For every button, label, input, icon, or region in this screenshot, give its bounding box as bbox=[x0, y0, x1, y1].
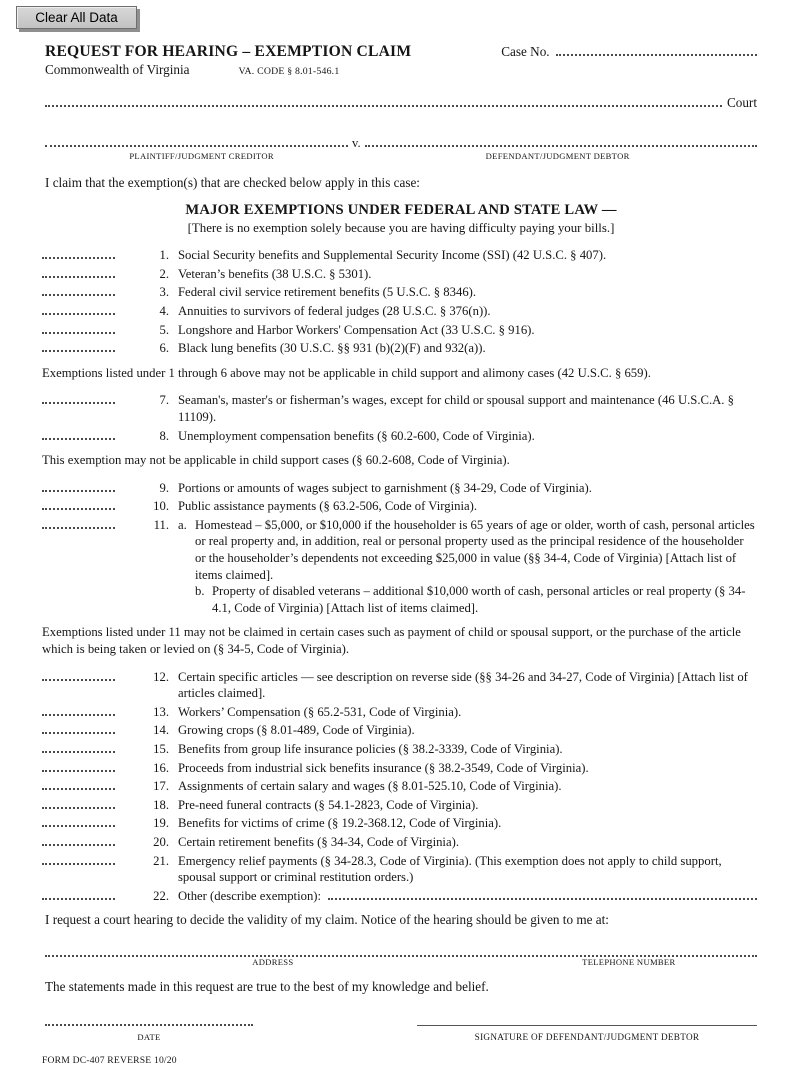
claim-mark-field-19[interactable] bbox=[42, 813, 115, 827]
address-captions bbox=[45, 957, 757, 968]
exemption-item-6 bbox=[42, 338, 757, 357]
item-number: 10. bbox=[153, 499, 169, 514]
exemption-item-18 bbox=[42, 795, 757, 814]
signature-line bbox=[417, 1013, 757, 1026]
court-row bbox=[45, 93, 757, 112]
item-text: Certain specific articles — see description on reverse side (§§ 34-26 and 34-27, Code of Virginia) [Attach list of articles claimed]. bbox=[178, 669, 748, 701]
claim-mark-field-17[interactable] bbox=[42, 776, 115, 790]
exemption-list-9-11 bbox=[42, 478, 757, 617]
claim-mark-field-9[interactable] bbox=[42, 478, 115, 492]
address-row bbox=[45, 943, 757, 957]
item-number: 12. bbox=[153, 669, 169, 684]
parties-row bbox=[45, 133, 757, 152]
item-11b-label: b. bbox=[195, 584, 205, 599]
item-number: 7. bbox=[159, 393, 169, 408]
plaintiff-field[interactable] bbox=[45, 133, 348, 147]
item-number: 19. bbox=[153, 816, 169, 831]
header-subtitle-row bbox=[45, 62, 757, 81]
item-text: Black lung benefits (30 U.S.C. §§ 931 (b)(2)(F) and 932(a)). bbox=[178, 341, 486, 356]
exemption-item-14 bbox=[42, 720, 757, 739]
exemption-item-11 bbox=[42, 515, 757, 617]
claim-mark-field-2[interactable] bbox=[42, 264, 115, 278]
claim-mark-field-15[interactable] bbox=[42, 739, 115, 753]
item-text: Social Security benefits and Supplemental Security Income (SSI) (42 U.S.C. § 407). bbox=[178, 248, 607, 263]
address-telephone-field[interactable] bbox=[45, 943, 757, 957]
item-11a bbox=[178, 517, 757, 583]
exemption-list-7-8 bbox=[42, 390, 757, 444]
exemption-item-12 bbox=[42, 667, 757, 702]
other-exemption-field[interactable] bbox=[328, 886, 757, 900]
item-number: 13. bbox=[153, 704, 169, 719]
statement-line: The statements made in this request are true to the best of my knowledge and belief. bbox=[45, 978, 489, 994]
item-number: 9. bbox=[159, 480, 169, 495]
claim-mark-field-7[interactable] bbox=[42, 390, 115, 404]
form-number: FORM DC-407 REVERSE 10/20 bbox=[42, 1055, 177, 1067]
claim-mark-field-11[interactable] bbox=[42, 515, 115, 529]
case-number-group bbox=[501, 42, 757, 61]
claim-mark-field-4[interactable] bbox=[42, 301, 115, 315]
note-after-item-11: Exemptions listed under 11 may not be claimed in certain cases such as payment of child or spousal support, or the purchase of the article which is being taken or levied on (§ 34-5, Code of Virginia). bbox=[42, 625, 741, 657]
exemption-item-13 bbox=[42, 702, 757, 721]
exemption-item-9 bbox=[42, 478, 757, 497]
item-text: Unemployment compensation benefits (§ 60.2-600, Code of Virginia). bbox=[178, 428, 535, 443]
item-22-label: Other (describe exemption): bbox=[178, 888, 322, 903]
court-label: Court bbox=[726, 95, 757, 111]
item-text: Benefits for victims of crime (§ 19.2-368.12, Code of Virginia). bbox=[178, 816, 502, 831]
item-text: Portions or amounts of wages subject to garnishment (§ 34-29, Code of Virginia). bbox=[178, 480, 592, 495]
claim-mark-field-14[interactable] bbox=[42, 720, 115, 734]
item-number: 1. bbox=[159, 248, 169, 263]
page-title: REQUEST FOR HEARING – EXEMPTION CLAIM bbox=[45, 43, 412, 60]
hearing-request-line: I request a court hearing to decide the validity of my claim. Notice of the hearing should be given to me at: bbox=[45, 912, 609, 928]
signature-column bbox=[417, 1013, 757, 1044]
exemption-item-15 bbox=[42, 739, 757, 758]
case-number-label: Case No. bbox=[501, 44, 550, 59]
item-text: Workers’ Compensation (§ 65.2-531, Code of Virginia). bbox=[178, 704, 462, 719]
exemption-list-1-6 bbox=[42, 245, 757, 357]
item-text: Growing crops (§ 8.01-489, Code of Virginia). bbox=[178, 723, 415, 738]
exemption-item-4 bbox=[42, 301, 757, 320]
item-text: Longshore and Harbor Workers' Compensation Act (33 U.S.C. § 916). bbox=[178, 322, 535, 337]
item-number: 15. bbox=[153, 742, 169, 756]
claim-mark-field-12[interactable] bbox=[42, 667, 115, 681]
address-caption: ADDRESS bbox=[252, 956, 294, 967]
item-number: 8. bbox=[159, 428, 169, 443]
exemption-item-7 bbox=[42, 390, 757, 425]
header-title-row bbox=[45, 42, 757, 61]
item-number: 6. bbox=[159, 341, 169, 356]
exemption-item-5 bbox=[42, 320, 757, 339]
exemption-item-20 bbox=[42, 832, 757, 851]
item-number: 14. bbox=[153, 723, 169, 738]
item-11b bbox=[195, 583, 757, 616]
item-text: Assignments of certain salary and wages (§ 8.01-525.10, Code of Virginia). bbox=[178, 779, 562, 794]
exemption-item-21 bbox=[42, 851, 757, 886]
claim-mark-field-1[interactable] bbox=[42, 245, 115, 259]
case-number-field[interactable] bbox=[556, 42, 757, 56]
claim-mark-field-16[interactable] bbox=[42, 758, 115, 772]
item-number: 22. bbox=[153, 888, 169, 903]
signature-caption: SIGNATURE OF DEFENDANT/JUDGMENT DEBTOR bbox=[474, 1032, 700, 1043]
item-number: 18. bbox=[153, 797, 169, 812]
claim-mark-field-6[interactable] bbox=[42, 338, 115, 352]
exemption-item-1 bbox=[42, 245, 757, 264]
item-number: 2. bbox=[159, 266, 169, 281]
claim-mark-field-13[interactable] bbox=[42, 702, 115, 716]
item-11a-label: a. bbox=[178, 517, 187, 532]
exemption-item-17 bbox=[42, 776, 757, 795]
code-citation: VA. CODE § 8.01-546.1 bbox=[238, 65, 340, 77]
item-number: 5. bbox=[159, 322, 169, 337]
date-column bbox=[45, 1012, 253, 1044]
item-text: Emergency relief payments (§ 34-28.3, Code of Virginia). (This exemption does not apply to child support, spousal support or criminal restitution orders.) bbox=[178, 853, 722, 885]
claim-mark-field-3[interactable] bbox=[42, 282, 115, 296]
item-number: 11. bbox=[153, 517, 169, 532]
item-text: Pre-need funeral contracts (§ 54.1-2823, Code of Virginia). bbox=[178, 797, 479, 812]
court-name-field[interactable] bbox=[45, 93, 722, 107]
exemption-item-8 bbox=[42, 426, 757, 445]
commonwealth-label: Commonwealth of Virginia bbox=[45, 61, 190, 77]
claim-mark-field-20[interactable] bbox=[42, 832, 115, 846]
exemption-item-19 bbox=[42, 813, 757, 832]
section-subheading: [There is no exemption solely because you are having difficulty paying your bills.] bbox=[187, 220, 615, 235]
clear-all-data-button[interactable]: Clear All Data bbox=[16, 6, 137, 29]
date-caption: DATE bbox=[137, 1032, 161, 1043]
item-11a-text: Homestead – $5,000, or $10,000 if the householder is 65 years of age or older, worth of cash, personal articles or real property and, in addition, real or personal property used as the principal residence of the householder or the householder’s dependents not exceeding $25,000 in value (§§ 34-4, Code of Virginia) [Attach list of items claimed]. bbox=[195, 517, 755, 582]
claim-mark-field-22[interactable] bbox=[42, 886, 115, 900]
item-text: Benefits from group life insurance policies (§ 38.2-3339, Code of Virginia). bbox=[178, 742, 563, 756]
claim-intro-line: I claim that the exemption(s) that are checked below apply in this case: bbox=[45, 175, 420, 191]
item-number: 17. bbox=[153, 779, 169, 794]
item-text bbox=[169, 886, 757, 905]
date-signature-row bbox=[45, 1012, 757, 1044]
item-11b-text: Property of disabled veterans – additional $10,000 worth of cash, personal articles or real property (§ 34-4.1, Code of Virginia) [Attach list of items claimed]. bbox=[212, 584, 746, 615]
item-number: 21. bbox=[153, 853, 169, 868]
date-field[interactable] bbox=[45, 1012, 253, 1026]
note-after-item-8: This exemption may not be applicable in child support cases (§ 60.2-608, Code of Virginia). bbox=[42, 453, 510, 468]
item-text bbox=[169, 517, 757, 617]
item-text: Annuities to survivors of federal judges (28 U.S.C. § 376(n)). bbox=[178, 303, 491, 318]
exemption-item-3 bbox=[42, 282, 757, 301]
plaintiff-caption: PLAINTIFF/JUDGMENT CREDITOR bbox=[129, 151, 274, 162]
telephone-caption: TELEPHONE NUMBER bbox=[582, 956, 676, 967]
exemption-item-2 bbox=[42, 264, 757, 283]
parties-captions bbox=[45, 151, 757, 162]
exemption-list-12-22 bbox=[42, 667, 757, 905]
exemption-item-10 bbox=[42, 496, 757, 515]
item-number: 20. bbox=[153, 834, 169, 849]
item-text: Proceeds from industrial sick benefits insurance (§ 38.2-3549, Code of Virginia). bbox=[178, 760, 589, 775]
item-text: Public assistance payments (§ 63.2-506, Code of Virginia). bbox=[178, 499, 477, 514]
item-text: Federal civil service retirement benefits (5 U.S.C. § 8346). bbox=[178, 285, 477, 300]
item-text: Seaman's, master's or fisherman’s wages, except for child or spousal support and maintenance (46 U.S.C.A. § 11109). bbox=[178, 393, 734, 424]
claim-mark-field-10[interactable] bbox=[42, 496, 115, 510]
item-number: 16. bbox=[153, 760, 169, 775]
defendant-field[interactable] bbox=[365, 133, 757, 147]
item-text: Certain retirement benefits (§ 34-34, Code of Virginia). bbox=[178, 834, 459, 849]
item-number: 3. bbox=[159, 285, 169, 300]
claim-mark-field-18[interactable] bbox=[42, 795, 115, 809]
section-heading: MAJOR EXEMPTIONS UNDER FEDERAL AND STATE LAW — bbox=[185, 201, 617, 218]
claim-mark-field-5[interactable] bbox=[42, 320, 115, 334]
item-number: 4. bbox=[159, 303, 169, 318]
note-after-item-6: Exemptions listed under 1 through 6 above may not be applicable in child support and alimony cases (42 U.S.C. § 659). bbox=[42, 365, 651, 380]
versus-label: v. bbox=[352, 135, 361, 150]
exemption-item-22 bbox=[42, 886, 757, 905]
item-text: Veteran’s benefits (38 U.S.C. § 5301). bbox=[178, 266, 372, 281]
claim-mark-field-8[interactable] bbox=[42, 426, 115, 440]
defendant-caption: DEFENDANT/JUDGMENT DEBTOR bbox=[485, 151, 630, 162]
claim-mark-field-21[interactable] bbox=[42, 851, 115, 865]
exemption-item-16 bbox=[42, 758, 757, 777]
